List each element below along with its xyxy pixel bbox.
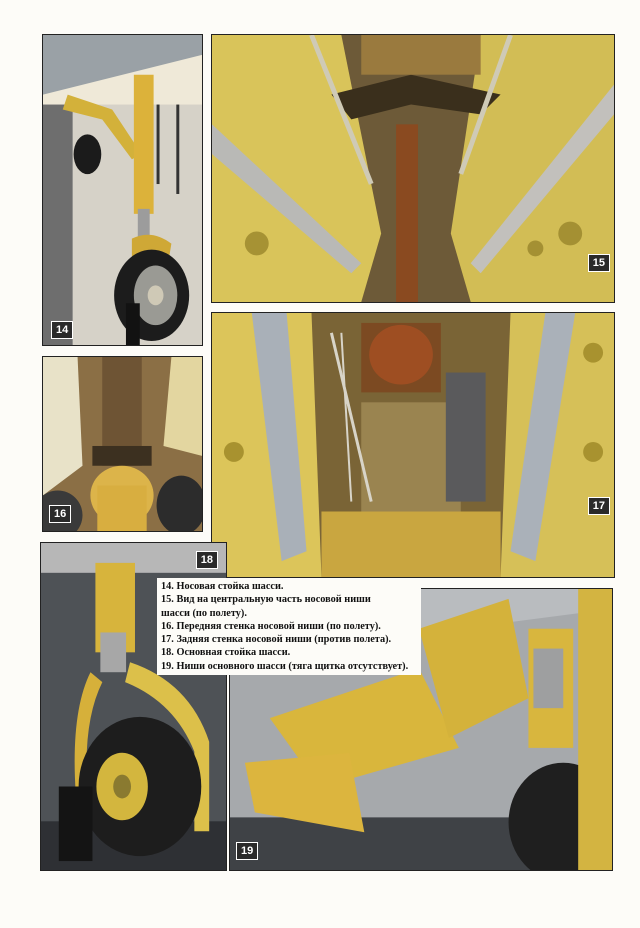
photo-14-nose-gear bbox=[42, 34, 203, 346]
photo-captions bbox=[157, 578, 421, 675]
photo-number-18: 18 bbox=[196, 551, 218, 569]
photo-number-15: 15 bbox=[588, 254, 610, 272]
caption-14: 14. Носовая стойка шасси. bbox=[161, 581, 284, 592]
caption-16: 16. Передняя стенка носовой ниши (по полету). bbox=[161, 620, 381, 632]
photo-number-14: 14 bbox=[51, 321, 73, 339]
photo-17-rear-wall bbox=[211, 312, 615, 578]
caption-17: 17. Задняя стенка носовой ниши (против полета). bbox=[161, 634, 392, 646]
nose-well-center-image bbox=[212, 35, 614, 302]
caption-18: 18. Основная стойка шасси. bbox=[161, 647, 291, 659]
nose-gear-image bbox=[43, 35, 202, 345]
photo-15-nose-well-center bbox=[211, 34, 615, 303]
photo-16-front-wall bbox=[42, 356, 203, 532]
caption-15: 15. Вид на центральную часть носовой ниши шасси (по полету). bbox=[161, 594, 371, 619]
caption-19: 19. Ниши основного шасси (тяга щитка отсутствует). bbox=[161, 660, 409, 672]
photo-number-16: 16 bbox=[49, 505, 71, 523]
photo-number-17: 17 bbox=[588, 497, 610, 515]
photo-number-19: 19 bbox=[236, 842, 258, 860]
rear-wall-image bbox=[212, 313, 614, 577]
